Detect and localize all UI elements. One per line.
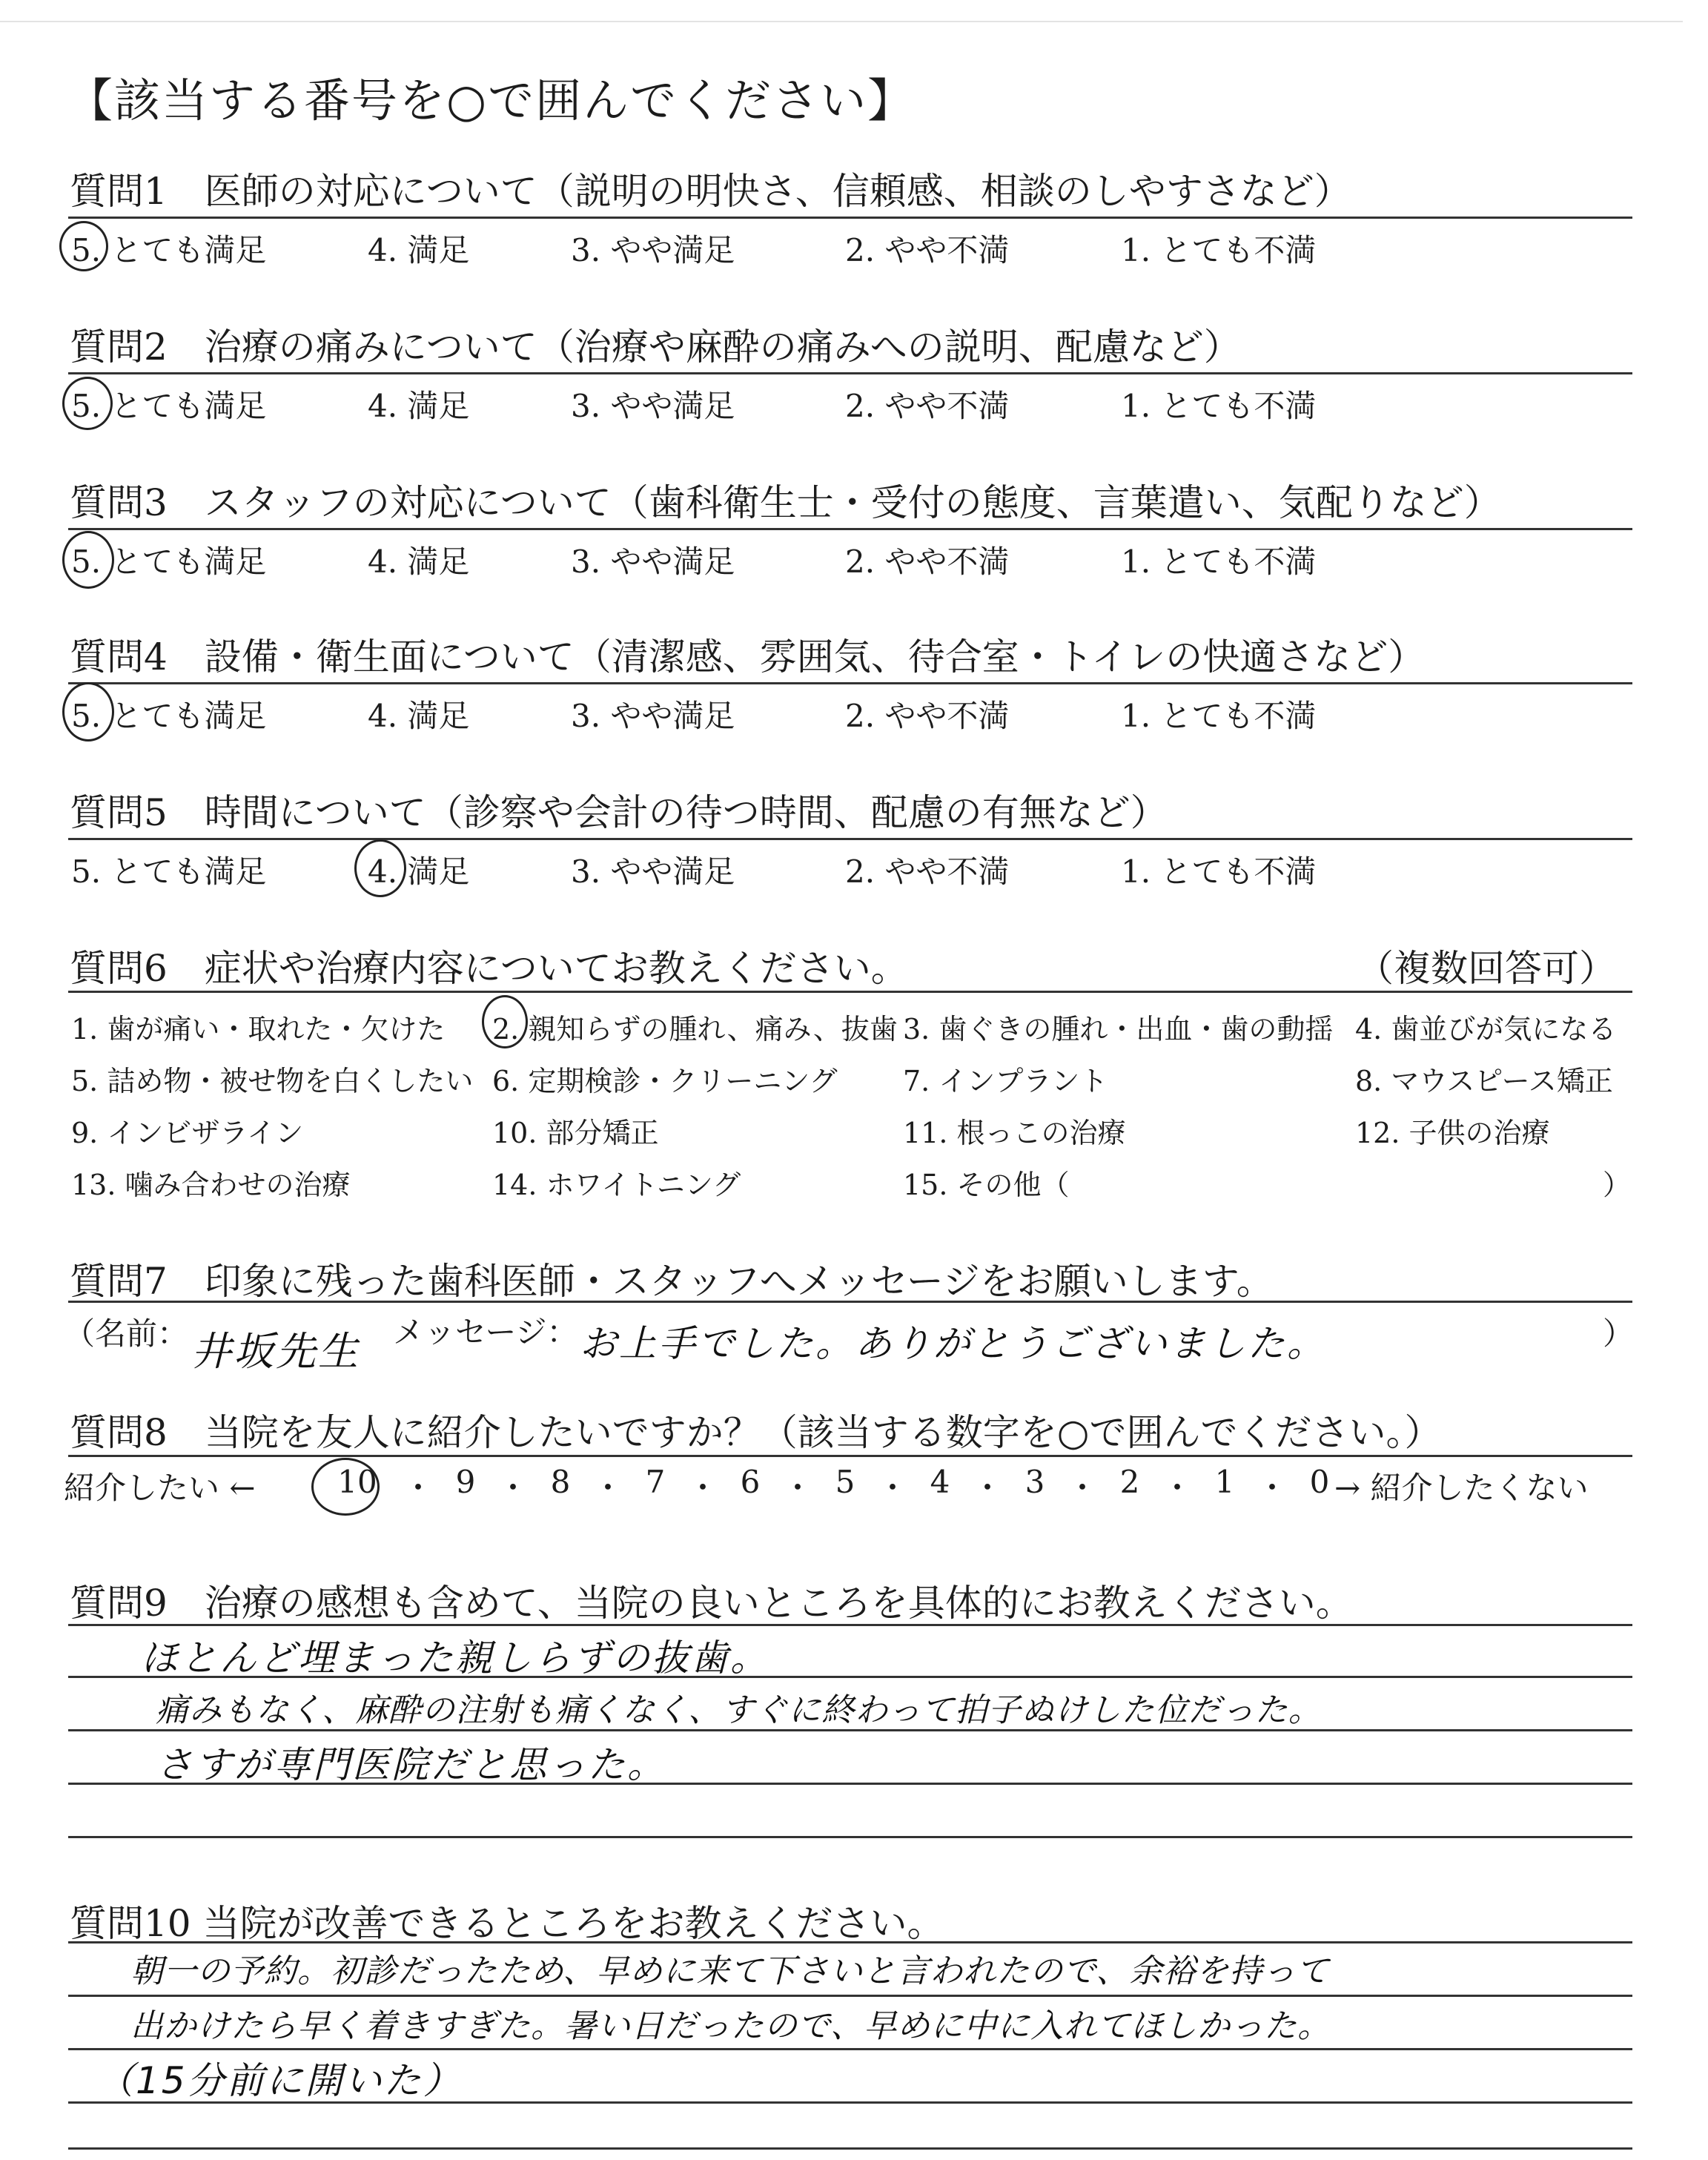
q3-opt-4[interactable]: 4. 満足: [368, 544, 470, 580]
q4-title: 質問4 設備・衛生面について（清潔感、雰囲気、待合室・トイレの快適さなど）: [70, 635, 1426, 678]
q8-scale-1[interactable]: 1: [1214, 1464, 1235, 1500]
q9-title: 質問9 治療の感想も含めて、当院の良いところを具体的にお教えください。: [70, 1582, 1353, 1625]
q1-opt-2[interactable]: 2. やや不満: [845, 232, 1010, 268]
q1-title: 質問1 医師の対応について（説明の明快さ、信頼感、相談のしやすさなど）: [70, 170, 1351, 213]
q2-opt-4[interactable]: 4. 満足: [368, 388, 470, 424]
q8-scale-sep: ・: [971, 1470, 1003, 1506]
q1-opt-5[interactable]: 5. とても満足: [71, 232, 267, 268]
q5-opt-3[interactable]: 3. やや満足: [571, 853, 735, 890]
q6-item-11[interactable]: 11. 根っこの治療: [903, 1117, 1126, 1149]
q8-scale-sep: ・: [402, 1470, 434, 1506]
q8-scale-sep: ・: [592, 1470, 623, 1506]
q2-opt-5[interactable]: 5. とても満足: [71, 388, 267, 424]
q3-opt-5[interactable]: 5. とても満足: [71, 544, 267, 580]
q1-opt-4[interactable]: 4. 満足: [368, 232, 470, 268]
q6-item-3[interactable]: 3. 歯ぐきの腫れ・出血・歯の動揺: [903, 1013, 1334, 1046]
q4-opt-1[interactable]: 1. とても不満: [1121, 698, 1317, 734]
q4-selection-circle: [62, 682, 114, 742]
q6-rule: [68, 991, 1632, 993]
q10-answer-line-2[interactable]: 出かけたら早く着きすぎた。暑い日だったので、早めに中に入れてほしかった。: [130, 2007, 1331, 2045]
page-header: 【該当する番号を○で囲んでください】: [67, 73, 916, 128]
q4-opt-3[interactable]: 3. やや満足: [571, 698, 735, 734]
q6-item-7[interactable]: 7. インプラント: [903, 1065, 1108, 1097]
q10-rule-1: [68, 1941, 1632, 1943]
q6-item-15-close: ）: [1603, 1169, 1632, 1201]
q2-rule: [68, 372, 1632, 374]
q6-selection-circle: [482, 995, 528, 1048]
q6-item-5[interactable]: 5. 詰め物・被せ物を白くしたい: [71, 1065, 474, 1097]
q5-selection-circle: [354, 839, 406, 897]
q2-opt-2[interactable]: 2. やや不満: [845, 388, 1010, 424]
q5-opt-1[interactable]: 1. とても不満: [1121, 853, 1317, 890]
q1-rule: [68, 217, 1632, 219]
q8-rule: [68, 1455, 1632, 1457]
q4-opt-5[interactable]: 5. とても満足: [71, 698, 267, 734]
q6-item-8[interactable]: 8. マウスピース矯正: [1355, 1065, 1613, 1097]
q2-selection-circle: [62, 377, 113, 430]
q9-answer-line-1[interactable]: ほとんど埋まった親しらずの抜歯。: [141, 1636, 769, 1680]
q10-answer-line-1[interactable]: 朝一の予約。初診だったため、早めに来て下さいと言われたので、余裕を持って: [130, 1952, 1330, 1990]
q5-title: 質問5 時間について（診察や会計の待つ時間、配慮の有無など）: [70, 791, 1168, 834]
q5-rule: [68, 838, 1632, 840]
q8-scale-sep: ・: [781, 1470, 813, 1506]
q4-opt-4[interactable]: 4. 満足: [368, 698, 470, 734]
q5-opt-2[interactable]: 2. やや不満: [845, 853, 1010, 890]
q2-opt-3[interactable]: 3. やや満足: [571, 388, 735, 424]
q7-title: 質問7 印象に残った歯科医師・スタッフへメッセージをお願いします。: [70, 1260, 1274, 1303]
q1-opt-1[interactable]: 1. とても不満: [1121, 232, 1317, 268]
q6-item-4[interactable]: 4. 歯並びが気になる: [1355, 1013, 1617, 1046]
q10-rule-5: [68, 2147, 1632, 2150]
scan-edge: [0, 21, 1683, 22]
q9-answer-line-2[interactable]: 痛みもなく、麻酔の注射も痛くなく、すぐに終わって拍子ぬけした位だった。: [156, 1691, 1322, 1729]
q4-rule: [68, 682, 1632, 684]
q6-item-15[interactable]: 15. その他（: [903, 1169, 1070, 1201]
q7-message-value[interactable]: お上手でした。ありがとうございました。: [580, 1322, 1326, 1365]
q8-scale-2[interactable]: 2: [1119, 1464, 1140, 1500]
q8-scale-7[interactable]: 7: [645, 1464, 666, 1500]
q8-scale-sep: ・: [876, 1470, 908, 1506]
q6-item-12[interactable]: 12. 子供の治療: [1355, 1117, 1550, 1149]
q5-opt-4[interactable]: 4. 満足: [368, 853, 470, 890]
q7-name-value[interactable]: 井坂先生: [191, 1328, 360, 1375]
q6-item-9[interactable]: 9. インビザライン: [71, 1117, 304, 1149]
q6-item-13[interactable]: 13. 噛み合わせの治療: [71, 1169, 351, 1201]
q1-selection-circle: [59, 221, 108, 271]
q3-rule: [68, 528, 1632, 530]
q8-left-label: 紹介したい ←: [64, 1470, 256, 1506]
q10-answer-line-3[interactable]: （15分前に開いた）: [96, 2059, 463, 2102]
q7-message-label: メッセージ：: [393, 1314, 578, 1350]
q9-rule-5: [68, 1836, 1632, 1838]
q3-opt-3[interactable]: 3. やや満足: [571, 544, 735, 580]
q8-scale-sep: ・: [1161, 1470, 1193, 1506]
q8-scale-3[interactable]: 3: [1025, 1464, 1045, 1500]
q2-title: 質問2 治療の痛みについて（治療や麻酔の痛みへの説明、配慮など）: [70, 326, 1241, 369]
q6-title: 質問6 症状や治療内容についてお教えください。: [70, 947, 908, 990]
q6-item-6[interactable]: 6. 定期検診・クリーニング: [492, 1065, 838, 1097]
q6-item-1[interactable]: 1. 歯が痛い・取れた・欠けた: [71, 1013, 446, 1046]
q8-scale-sep: ・: [1256, 1470, 1288, 1506]
q3-opt-1[interactable]: 1. とても不満: [1121, 544, 1317, 580]
q8-scale-sep: ・: [1066, 1470, 1098, 1506]
q8-scale-sep: ・: [686, 1470, 718, 1506]
q8-scale-6[interactable]: 6: [740, 1464, 761, 1500]
q6-item-14[interactable]: 14. ホワイトニング: [492, 1169, 741, 1201]
q3-selection-circle: [62, 531, 114, 589]
q9-rule-1: [68, 1624, 1632, 1626]
q2-opt-1[interactable]: 1. とても不満: [1121, 388, 1317, 424]
q10-title: 質問10 当院が改善できるところをお教えください。: [70, 1902, 944, 1945]
q8-title: 質問8 当院を友人に紹介したいですか？（該当する数字を○で囲んでください。）: [70, 1411, 1442, 1454]
q8-scale-8[interactable]: 8: [550, 1464, 571, 1500]
q9-answer-line-3[interactable]: さすが専門医院だと思った。: [156, 1743, 666, 1786]
q6-note: （複数回答可）: [1357, 947, 1616, 990]
q8-scale-9[interactable]: 9: [455, 1464, 476, 1500]
q6-item-2[interactable]: 2. 親知らずの腫れ、痛み、抜歯: [492, 1013, 898, 1046]
q8-scale-0[interactable]: 0: [1309, 1464, 1330, 1500]
q4-opt-2[interactable]: 2. やや不満: [845, 698, 1010, 734]
q6-item-10[interactable]: 10. 部分矯正: [492, 1117, 659, 1149]
q8-scale: [320, 1464, 1343, 1508]
q10-rule-3: [68, 2048, 1632, 2050]
q8-scale-5[interactable]: 5: [835, 1464, 855, 1500]
q7-name-label: （名前：: [64, 1315, 189, 1352]
q3-opt-2[interactable]: 2. やや不満: [845, 544, 1010, 580]
q8-selection-circle: [311, 1458, 380, 1516]
q3-title: 質問3 スタッフの対応について（歯科衛生士・受付の態度、言葉遣い、気配りなど）: [70, 481, 1501, 524]
q7-close-paren: ）: [1603, 1315, 1635, 1352]
q1-opt-3[interactable]: 3. やや満足: [571, 232, 735, 268]
q8-right-label: → 紹介したくない: [1334, 1470, 1589, 1506]
q8-scale-4[interactable]: 4: [930, 1464, 950, 1500]
q8-scale-sep: ・: [497, 1470, 529, 1506]
q7-rule: [68, 1301, 1632, 1303]
q5-opt-5[interactable]: 5. とても満足: [71, 853, 267, 890]
q8-scale-10[interactable]: 10: [337, 1464, 377, 1500]
q10-rule-2: [68, 1995, 1632, 1997]
